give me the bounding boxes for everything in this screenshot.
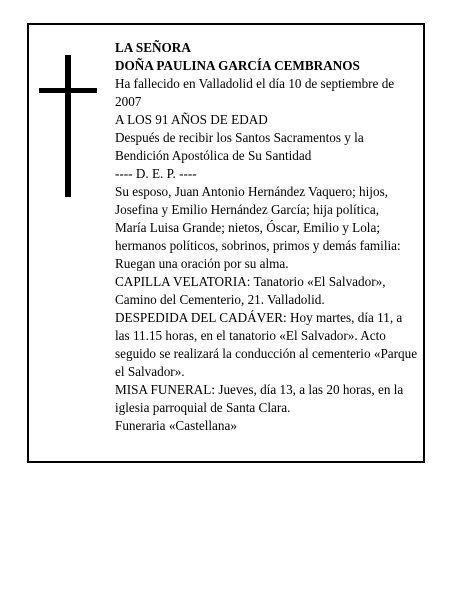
farewell-line-4: el Salvador». [115,364,185,379]
rip-line: ---- D. E. P. ---- [115,166,197,181]
funeral-home: Funeraria «Castellana» [115,418,237,433]
deceased-name: DOÑA PAULINA GARCÍA CEMBRANOS [115,58,360,73]
cross-icon [39,55,99,197]
prayer-line: Ruegan una oración por su alma. [115,256,289,271]
chapel-line-2: Camino del Cementerio, 21. Valladolid. [115,292,325,307]
death-line-1: Ha fallecido en Valladolid el día 10 de septiembre de [115,76,395,91]
farewell-line-1: DESPEDIDA DEL CADÁVER: Hoy martes, día 11, a [115,310,403,325]
sacraments-line-1: Después de recibir los Santos Sacramentos y la [115,130,364,145]
farewell-line-2: las 11.15 horas, en el tanatorio «El Salvador». Acto [115,328,386,343]
chapel-line-1: CAPILLA VELATORIA: Tanatorio «El Salvador», [115,274,386,289]
obituary-notice [27,23,425,463]
family-line-3: María Luisa Grande; nietos, Óscar, Emilio y Lola; [115,220,380,235]
death-line-2: 2007 [115,94,142,109]
farewell-line-3: seguido se realizará la conducción al cementerio «Parque [115,346,418,361]
family-line-2: Josefina y Emilio Hernández García; hija política, [115,202,380,217]
notice-heading-title: LA SEÑORA [115,40,191,55]
cross-vertical-bar [65,55,71,197]
age-line: A LOS 91 AÑOS DE EDAD [115,112,268,127]
cross-horizontal-bar [39,88,97,93]
sacraments-line-2: Bendición Apostólica de Su Santidad [115,148,312,163]
family-line-4: hermanos políticos, sobrinos, primos y demás familia: [115,238,401,253]
mass-line-1: MISA FUNERAL: Jueves, día 13, a las 20 horas, en la [115,382,404,397]
mass-line-2: iglesia parroquial de Santa Clara. [115,400,291,415]
notice-text [115,40,425,436]
family-line-1: Su esposo, Juan Antonio Hernández Vaquero; hijos, [115,184,388,199]
